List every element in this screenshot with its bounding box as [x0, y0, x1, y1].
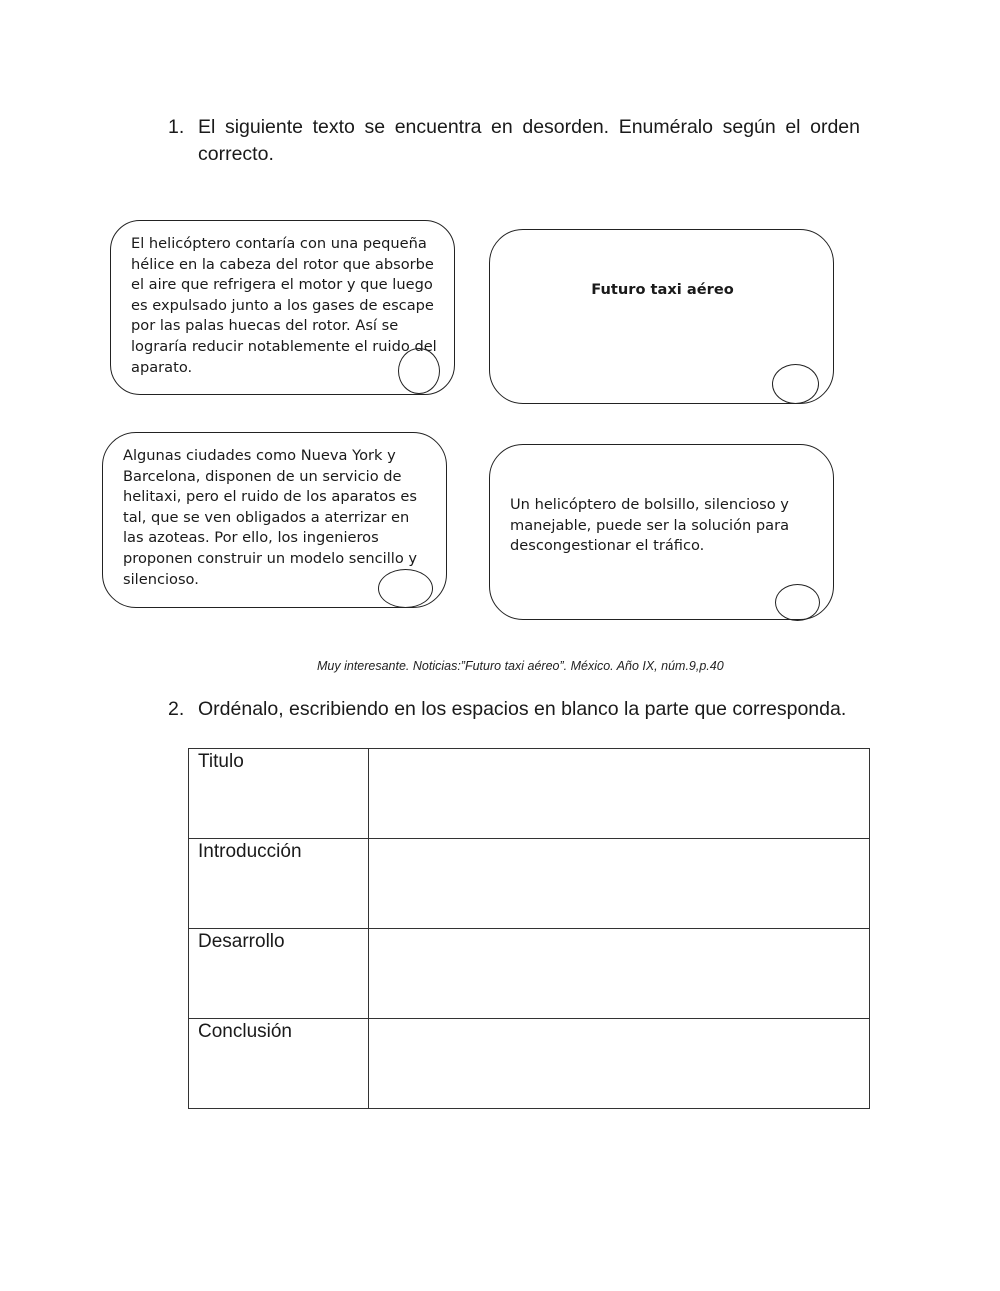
source-citation: Muy interesante. Noticias:”Futuro taxi aéreo”. México. Año IX, núm.9,p.40 — [317, 659, 724, 673]
question-2-text: Ordénalo, escribiendo en los espacios en blanco la parte que corresponda. — [198, 698, 847, 720]
card-d-text: Un helicóptero de bolsillo, silencioso y manejable, puede ser la solución para descongestionar el tráfico. — [510, 496, 790, 555]
answer-cell-introduccion[interactable] — [369, 839, 870, 929]
row-label-titulo: Titulo — [189, 749, 369, 839]
text-card-fragment-a — [110, 220, 455, 395]
order-table — [188, 748, 870, 1109]
question-2-number: 2. — [168, 698, 185, 720]
order-number-circle[interactable] — [775, 584, 820, 621]
question-1-text: El siguiente texto se encuentra en desorden. Enuméralo según el orden correcto. — [198, 116, 860, 165]
card-b-text: Futuro taxi aéreo — [591, 281, 734, 298]
question-1-number: 1. — [168, 116, 185, 138]
order-number-circle[interactable] — [772, 364, 819, 404]
question-1 — [168, 114, 860, 170]
table-row — [189, 839, 870, 929]
card-c-text: Algunas ciudades como Nueva York y Barcelona, disponen de un servicio de helitaxi, pero el ruido de los aparatos es tal, que se ven obligados a aterrizar en las azoteas. Por ello, los ingenieros proponen construir un modelo sencillo y silencioso. — [123, 447, 418, 588]
answer-cell-desarrollo[interactable] — [369, 929, 870, 1019]
card-a-text: El helicóptero contaría con una pequeña hélice en la cabeza del rotor que absorbe el aire que refrigera el motor y que luego es expulsado junto a los gases de escape por las palas huecas del rotor. Así se lograría reducir notablemente el ruido del aparato. — [131, 235, 437, 376]
order-number-circle[interactable] — [378, 569, 433, 608]
table-row — [189, 1019, 870, 1109]
text-card-fragment-c — [102, 432, 447, 608]
text-card-fragment-b — [489, 229, 834, 404]
table-row — [189, 749, 870, 839]
text-card-fragment-d — [489, 444, 834, 620]
row-label-desarrollo: Desarrollo — [189, 929, 369, 1019]
order-number-circle[interactable] — [398, 348, 440, 394]
answer-cell-conclusion[interactable] — [369, 1019, 870, 1109]
question-2 — [168, 696, 868, 726]
row-label-conclusion: Conclusión — [189, 1019, 369, 1109]
row-label-introduccion: Introducción — [189, 839, 369, 929]
table-row — [189, 929, 870, 1019]
answer-cell-titulo[interactable] — [369, 749, 870, 839]
